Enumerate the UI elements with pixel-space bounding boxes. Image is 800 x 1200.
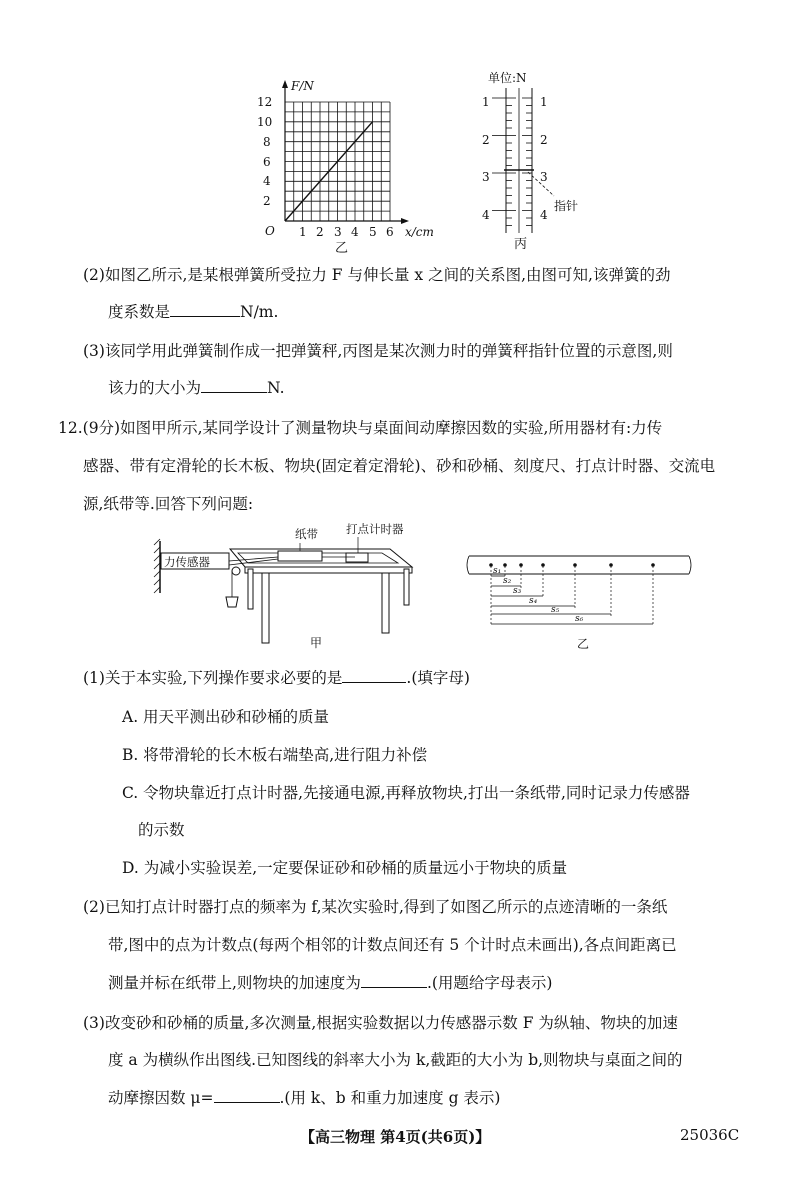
- y-tick: 4: [263, 174, 271, 188]
- y-axis-label: F/N: [291, 79, 314, 93]
- sand-bucket: [226, 597, 238, 607]
- q3-text-line2: [108, 378, 285, 398]
- apparatus-figure: [150, 523, 430, 653]
- dist-label: s₄: [529, 596, 538, 606]
- s3-text-line2: 度 a 为横纵作出图线.已知图线的斜率大小为 k,截距的大小为 b,则物块与桌面之间的: [108, 1051, 683, 1069]
- figure-caption: 乙: [577, 637, 590, 651]
- sensor-label: 力传感器: [164, 555, 210, 569]
- scale-tick-left: 4: [482, 208, 490, 222]
- p12-stem-line1: 12.(9分)如图甲所示,某同学设计了测量物块与桌面间动摩擦因数的实验,所用器材有:力传: [58, 419, 663, 437]
- p12-stem-line2: 感器、带有定滑轮的长木板、物块(固定着定滑轮)、砂和砂桶、刻度尺、打点计时器、交流电: [83, 457, 716, 475]
- q3-text-line1: (3)该同学用此弹簧制作成一把弹簧秤,丙图是某次测力时的弹簧秤指针位置的示意图,则: [83, 342, 673, 360]
- s2-suffix: .(用题给字母表示): [426, 974, 553, 992]
- dist-label: s₁: [493, 566, 502, 576]
- y-tick: 12: [257, 95, 273, 109]
- q2-text-line1: (2)如图乙所示,是某根弹簧所受拉力 F 与伸长量 x 之间的关系图,由图可知,该弹簧的劲: [83, 266, 671, 284]
- pointer-label: 指针: [554, 199, 579, 213]
- force-extension-graph: [255, 70, 435, 255]
- answer-blank[interactable]: [342, 668, 406, 683]
- s1-text: [83, 668, 470, 688]
- q2-text-line2: [108, 302, 278, 322]
- option-c[interactable]: C. 令物块靠近打点计时器,先接通电源,再释放物块,打出一条纸带,同时记录力传感器: [122, 784, 690, 802]
- s2-text-line3: [108, 973, 552, 993]
- spring-scale-figure: [468, 68, 598, 253]
- x-axis-label: x/cm: [405, 225, 434, 239]
- s2-text-line2: 带,图中的点为计数点(每两个相邻的计数点间还有 5 个计时点未画出),各点间距离已: [108, 936, 677, 954]
- scale-tick-left: 1: [482, 95, 490, 109]
- scale-tick-right: 3: [540, 170, 548, 184]
- q2-suffix: N/m.: [240, 303, 279, 321]
- q3-prefix: 该力的大小为: [108, 379, 202, 397]
- s2-prefix: 测量并标在纸带上,则物块的加速度为: [108, 974, 361, 992]
- dist-label: s₃: [513, 586, 522, 596]
- scale-unit: 单位:N: [488, 71, 527, 85]
- s1-prefix: (1)关于本实验,下列操作要求必要的是: [83, 669, 343, 687]
- q3-suffix: N.: [267, 379, 285, 397]
- x-tick: 6: [386, 225, 394, 239]
- page-footer: 【高三物理 第4页(共6页)】: [300, 1128, 491, 1146]
- x-tick: 1: [299, 225, 307, 239]
- timer-label: 打点计时器: [346, 523, 404, 536]
- s3-text-line3: [108, 1088, 500, 1108]
- scale-tick-right: 1: [540, 95, 548, 109]
- scale-tick-right: 4: [540, 208, 548, 222]
- paper-code: 25036C: [680, 1126, 740, 1144]
- y-tick: 10: [257, 115, 273, 129]
- origin-label: O: [265, 224, 275, 238]
- s3-prefix: 动摩擦因数 μ=: [108, 1089, 214, 1107]
- tape-label: 纸带: [295, 527, 318, 541]
- answer-blank[interactable]: [361, 973, 427, 988]
- s2-text-line1: (2)已知打点计时器打点的频率为 f,某次实验时,得到了如图乙所示的点迹清晰的一条纸: [83, 898, 668, 916]
- x-tick: 2: [316, 225, 324, 239]
- figure-caption: 乙: [335, 241, 349, 255]
- dist-label: s₅: [551, 605, 560, 615]
- dist-label: s₆: [575, 614, 584, 624]
- figure-caption: 丙: [514, 237, 528, 252]
- p12-stem-line3: 源,纸带等.回答下列问题:: [83, 495, 254, 513]
- y-tick: 8: [263, 135, 271, 149]
- x-tick: 3: [334, 225, 342, 239]
- block: [278, 551, 322, 561]
- s1-suffix: .(填字母): [406, 669, 470, 687]
- x-tick: 5: [369, 225, 377, 239]
- y-tick: 2: [263, 194, 271, 208]
- option-d[interactable]: D. 为减小实验误差,一定要保证砂和砂桶的质量远小于物块的质量: [122, 859, 568, 877]
- answer-blank[interactable]: [201, 378, 267, 393]
- s3-text-line1: (3)改变砂和砂桶的质量,多次测量,根据实验数据以力传感器示数 F 为纵轴、物块的加速: [83, 1014, 678, 1032]
- option-c-cont: 的示数: [138, 821, 185, 839]
- scale-tick-left: 3: [482, 170, 490, 184]
- dist-label: s₂: [503, 576, 512, 586]
- paper-tape-figure: [463, 548, 698, 653]
- s3-suffix: .(用 k、b 和重力加速度 g 表示): [279, 1089, 501, 1107]
- y-tick: 6: [263, 155, 271, 169]
- option-a[interactable]: A. 用天平测出砂和砂桶的质量: [122, 708, 330, 726]
- timer: [346, 553, 368, 562]
- answer-blank[interactable]: [214, 1088, 280, 1103]
- x-tick: 4: [351, 225, 359, 239]
- answer-blank[interactable]: [170, 302, 240, 317]
- scale-tick-right: 2: [540, 133, 548, 147]
- q2-prefix: 度系数是: [108, 303, 171, 321]
- option-b[interactable]: B. 将带滑轮的长木板右端垫高,进行阻力补偿: [122, 746, 428, 764]
- scale-tick-left: 2: [482, 133, 490, 147]
- figure-caption: 甲: [310, 636, 323, 650]
